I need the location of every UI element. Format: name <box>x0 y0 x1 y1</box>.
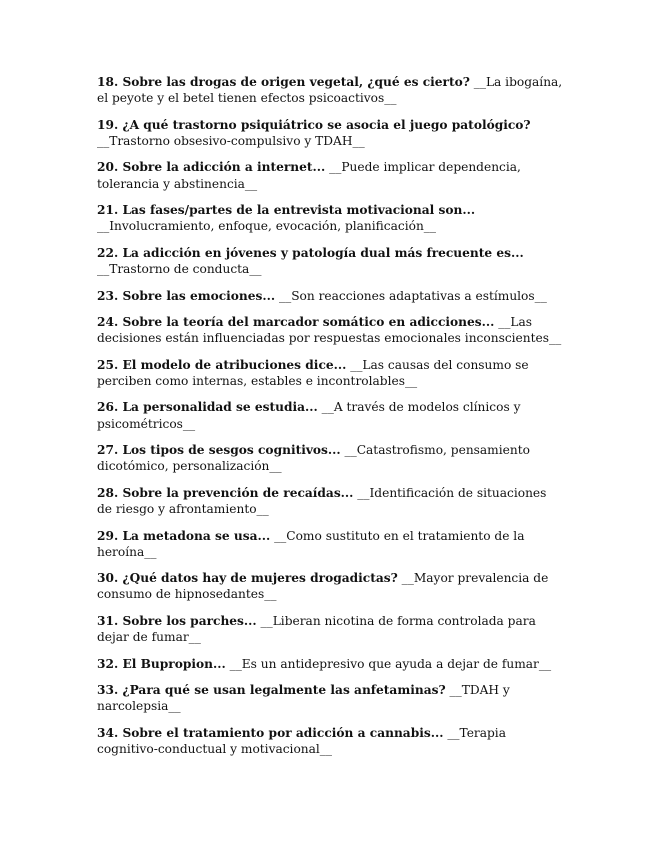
answer-text: __Involucramiento, enfoque, evocación, planificación__ <box>97 219 436 234</box>
qa-item-23 <box>97 288 565 304</box>
answer-text: __Las decisiones están influenciadas por respuestas emocionales inconscientes__ <box>97 315 562 346</box>
question-text: 30. ¿Qué datos hay de mujeres drogadictas? <box>97 571 398 586</box>
qa-item-21 <box>97 202 565 234</box>
answer-text: __Mayor prevalencia de consumo de hipnosedantes__ <box>97 571 549 602</box>
question-text: 31. Sobre los parches... <box>97 613 257 628</box>
question-text: 32. El Bupropion... <box>97 656 226 671</box>
question-text: 18. Sobre las drogas de origen vegetal, ¿qué es cierto? <box>97 75 470 89</box>
question-text: 24. Sobre la teoría del marcador somático en adicciones... <box>97 315 495 330</box>
qa-item-26 <box>97 399 565 431</box>
qa-item-24 <box>97 314 565 346</box>
answer-text: __Trastorno obsesivo-compulsivo y TDAH__ <box>97 133 365 148</box>
answer-text: __Es un antidepresivo que ayuda a dejar de fumar__ <box>229 656 552 671</box>
question-text: 25. El modelo de atribuciones dice... <box>97 357 347 372</box>
answer-text: __Liberan nicotina de forma controlada para dejar de fumar__ <box>97 613 536 645</box>
qa-item-33 <box>97 682 565 714</box>
qa-item-22 <box>97 245 565 277</box>
answer-text: __Puede implicar dependencia, tolerancia y abstinencia__ <box>97 160 521 191</box>
question-text: 22. La adicción en jóvenes y patología dual más frecuente es... <box>97 245 524 260</box>
question-text: 23. Sobre las emociones... <box>97 288 276 303</box>
qa-item-27 <box>97 442 565 474</box>
answer-text: __La ibogaína, el peyote y el betel tienen efectos psicoactivos__ <box>97 75 563 106</box>
question-text: 26. La personalidad se estudia... <box>97 400 318 415</box>
question-text: 29. La metadona se usa... <box>97 528 271 543</box>
answer-text: __Catastrofismo, pensamiento dicotómico, personalización__ <box>97 443 530 474</box>
qa-item-19 <box>97 117 565 149</box>
question-text: 33. ¿Para qué se usan legalmente las anfetaminas? <box>97 683 446 698</box>
qa-item-29 <box>97 528 565 560</box>
qa-item-31 <box>97 613 565 645</box>
answer-text: __TDAH y narcolepsia__ <box>97 683 510 714</box>
answer-text: __Como sustituto en el tratamiento de la heroína__ <box>97 528 525 559</box>
answer-text: __Identificación de situaciones de riesgo y afrontamiento__ <box>97 485 547 517</box>
qa-item-18 <box>97 74 565 106</box>
qa-item-34 <box>97 725 565 757</box>
question-text: 21. Las fases/partes de la entrevista motivacional son... <box>97 203 476 218</box>
question-text: 28. Sobre la prevención de recaídas... <box>97 485 354 500</box>
answer-text: __Terapia cognitivo-conductual y motivacional__ <box>97 725 506 757</box>
qa-item-20 <box>97 159 565 191</box>
qa-item-25 <box>97 357 565 389</box>
question-text: 27. Los tipos de sesgos cognitivos... <box>97 443 341 458</box>
answer-text: __Las causas del consumo se perciben como internas, estables e incontrolables__ <box>97 357 529 388</box>
question-text: 34. Sobre el tratamiento por adicción a cannabis... <box>97 725 444 740</box>
question-text: 20. Sobre la adicción a internet... <box>97 160 326 175</box>
qa-item-30 <box>97 570 565 602</box>
answer-text: __Trastorno de conducta__ <box>97 262 262 277</box>
answer-text: __Son reacciones adaptativas a estímulos__ <box>279 288 547 303</box>
qa-item-32 <box>97 656 565 672</box>
qa-item-28 <box>97 485 565 517</box>
question-text: 19. ¿A qué trastorno psiquiátrico se asocia el juego patológico? <box>97 117 531 132</box>
answer-text: __A través de modelos clínicos y psicométricos__ <box>97 400 521 431</box>
